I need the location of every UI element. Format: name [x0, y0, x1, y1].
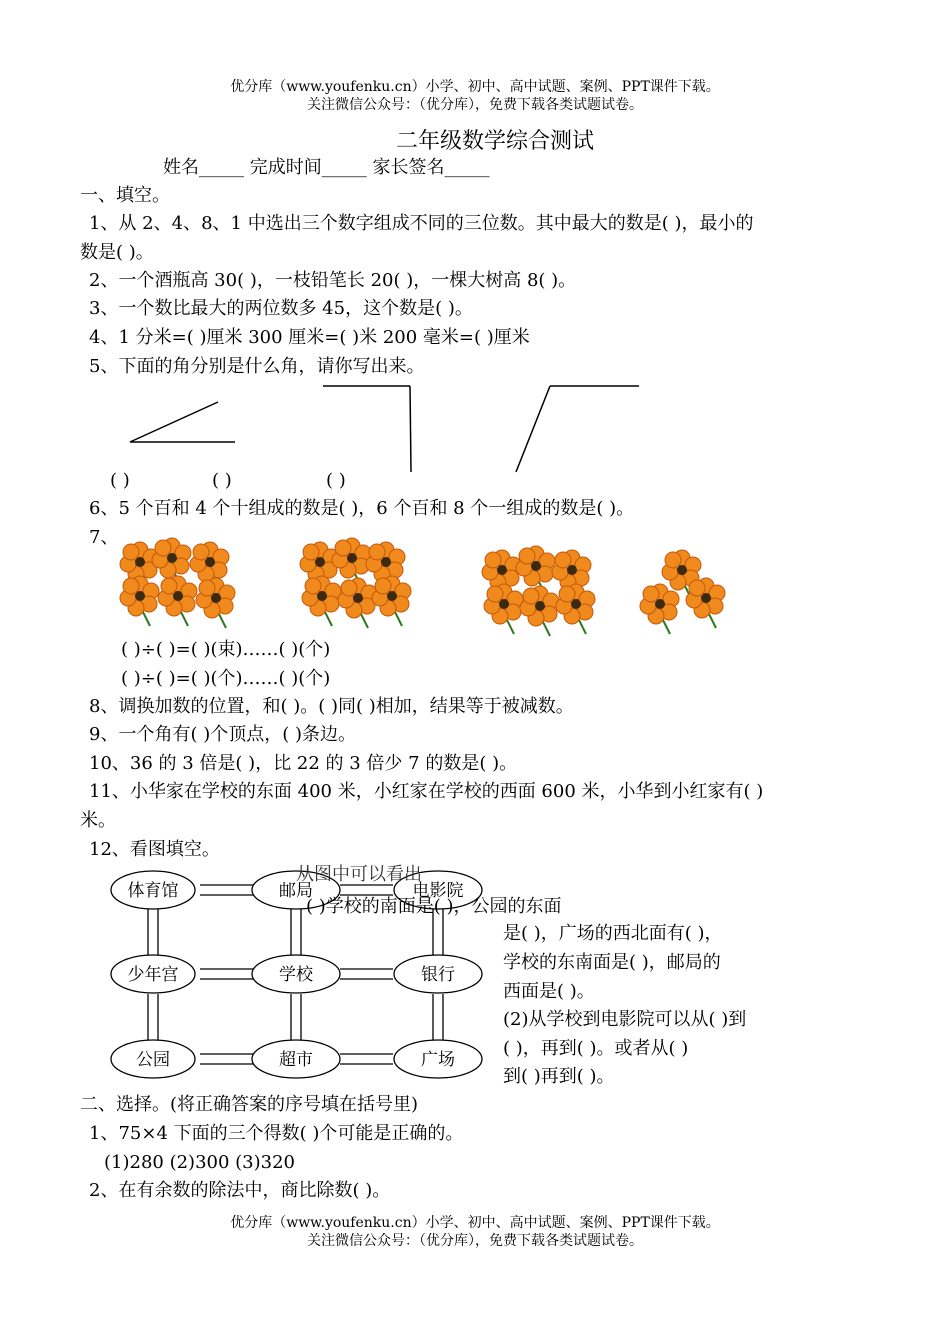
q12-text-1: ( )学校的南面是( )，公园的东面 — [306, 896, 562, 917]
map-node-supermarket: 超市 — [279, 1050, 313, 1070]
obtuse-angle — [516, 386, 639, 472]
footer-line-2: 关注微信公众号：（优分库），免费下载各类试题试卷。 — [307, 1233, 643, 1249]
question-6: 6、5 个百和 4 个十组成的数是( )，6 个百和 8 个一组成的数是( )。 — [89, 498, 635, 519]
choice-question-2: 2、在有余数的除法中，商比除数( )。 — [89, 1180, 391, 1201]
info-line: 姓名_____ 完成时间_____ 家长签名_____ — [163, 157, 490, 178]
question-11b: 米。 — [80, 810, 116, 831]
question-3: 3、一个数比最大的两位数多 45，这个数是( )。 — [89, 298, 473, 319]
flower-group-2 — [300, 538, 411, 628]
question-1b: 数是( )。 — [80, 242, 154, 263]
q12-text-5: (2)从学校到电影院可以从( )到 — [503, 1009, 747, 1030]
angles-figure — [120, 380, 660, 480]
acute-angle — [130, 402, 235, 442]
header-line-2: 关注微信公众号：（优分库），免费下载各类试题试卷。 — [307, 97, 643, 113]
section1-heading: 一、填空。 — [80, 185, 170, 206]
q12-text-0: 从图中可以看出 — [296, 864, 422, 885]
q12-text-6: ( )，再到( )。或者从( ) — [503, 1038, 689, 1059]
question-1a: 1、从 2、4、8、1 中选出三个数字组成不同的三位数。其中最大的数是( )，最小的 — [89, 213, 754, 234]
question-8: 8、调换加数的位置，和( )。( )同( )相加，结果等于被减数。 — [89, 696, 574, 717]
q12-text-3: 学校的东南面是( )，邮局的 — [503, 952, 721, 973]
footer-line-1: 优分库（www.youfenku.cn）小学、初中、高中试题、案例、PPT课件下载。 — [230, 1215, 720, 1231]
flower-group-1 — [120, 538, 235, 628]
question-7-line-1: ( )÷( )=( )(束)……( )(个) — [121, 639, 331, 660]
header-line-1: 优分库（www.youfenku.cn）小学、初中、高中试题、案例、PPT课件下载。 — [230, 79, 720, 95]
right-angle — [323, 386, 411, 472]
map-node-bank: 银行 — [421, 965, 455, 985]
q12-text-7: 到( )再到( )。 — [503, 1066, 615, 1087]
question-4: 4、1 分米=( )厘米 300 厘米=( )米 200 毫米=( )厘米 — [89, 327, 530, 348]
map-node-park: 公园 — [136, 1050, 170, 1070]
question-10: 10、36 的 3 倍是( )，比 22 的 3 倍少 7 的数是( )。 — [89, 753, 518, 774]
map-node-school: 学校 — [279, 965, 313, 985]
map-node-youth-palace: 少年宫 — [127, 965, 179, 985]
map-node-cinema: 电影院 — [412, 881, 464, 901]
page-title: 二年级数学综合测试 — [395, 129, 594, 154]
flower-group-3 — [482, 546, 595, 636]
angle-blank-3: ( ) — [326, 470, 346, 491]
choice-question-1: 1、75×4 下面的三个得数( )个可能是正确的。 — [89, 1123, 464, 1144]
map-node-post-office: 邮局 — [279, 881, 313, 901]
question-7: 7、 — [89, 527, 119, 548]
question-7-line-2: ( )÷( )=( )(个)……( )(个) — [121, 668, 331, 689]
question-12: 12、看图填空。 — [89, 839, 220, 860]
question-2: 2、一个酒瓶高 30( )，一枝铅笔长 20( )，一棵大树高 8( )。 — [89, 270, 577, 291]
question-9: 9、一个角有( )个顶点，( )条边。 — [89, 724, 356, 745]
q12-text-2: 是( )，广场的西北面有( )， — [503, 923, 723, 944]
choice-question-1-options: (1)280 (2)300 (3)320 — [104, 1152, 296, 1173]
angle-blank-2: ( ) — [212, 470, 232, 491]
question-5: 5、下面的角分别是什么角，请你写出来。 — [89, 356, 425, 377]
map-node-square: 广场 — [421, 1050, 455, 1070]
flower-group-4 — [640, 550, 725, 634]
question-11a: 11、小华家在学校的东面 400 米，小红家在学校的西面 600 米，小华到小红家有( ) — [89, 781, 764, 802]
angle-blank-1: ( ) — [110, 470, 130, 491]
flower-groups — [110, 534, 750, 644]
q12-text-4: 西面是( )。 — [503, 981, 595, 1002]
section2-heading: 二、选择。(将正确答案的序号填在括号里) — [80, 1094, 419, 1115]
map-node-gym: 体育馆 — [127, 881, 179, 901]
